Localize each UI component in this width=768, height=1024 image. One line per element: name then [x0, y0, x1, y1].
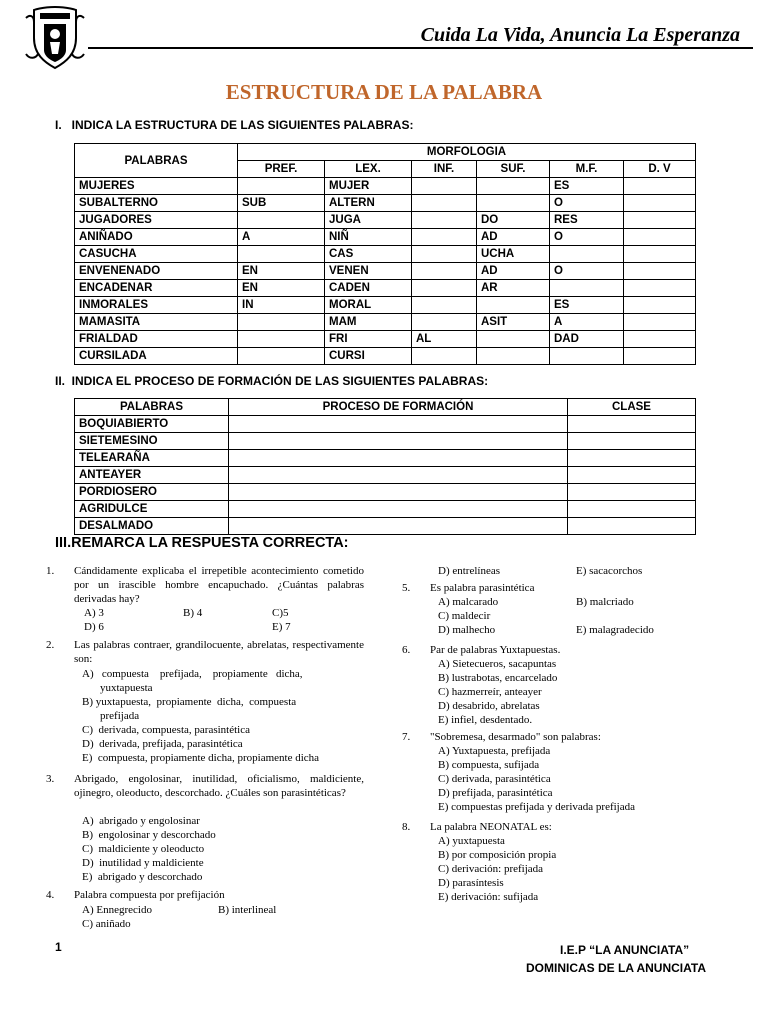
header-motto: Cuida La Vida, Anuncia La Esperanza [420, 24, 740, 46]
section3-heading: III.REMARCA LA RESPUESTA CORRECTA: [55, 535, 349, 551]
morpheme-cell[interactable]: SUB [238, 195, 325, 212]
option[interactable]: D) derivada, prefijada, parasintética [82, 738, 243, 750]
morpheme-cell[interactable] [624, 263, 696, 280]
class-cell[interactable] [568, 484, 696, 501]
process-cell[interactable] [229, 450, 568, 467]
morpheme-cell[interactable] [624, 314, 696, 331]
word-cell: INMORALES [75, 297, 238, 314]
option[interactable]: B) 4 [183, 607, 203, 619]
morpheme-cell[interactable]: DO [477, 212, 550, 229]
morpheme-cell[interactable]: CAS [325, 246, 412, 263]
morpheme-cell[interactable] [412, 297, 477, 314]
option[interactable]: E) sacacorchos [576, 565, 643, 577]
option[interactable]: E) compuesta, propiamente dicha, propiamente dicha [82, 752, 320, 764]
morpheme-cell[interactable] [412, 263, 477, 280]
section2-heading: II. INDICA EL PROCESO DE FORMACIÓN DE LAS SIGUIENTES PALABRAS: [55, 374, 489, 388]
morpheme-cell[interactable] [477, 331, 550, 348]
option[interactable]: D) desabrido, abrelatas [438, 700, 540, 712]
header-divider [88, 47, 753, 49]
option-continuation: prefijada [100, 710, 140, 722]
morpheme-cell[interactable] [624, 178, 696, 195]
col-header-0: PALABRAS [75, 399, 229, 416]
morpheme-cell[interactable]: AR [477, 280, 550, 297]
option[interactable]: B) malcriado [576, 596, 634, 608]
table-row [75, 212, 696, 229]
morpheme-cell[interactable]: EN [238, 263, 325, 280]
word-cell: BOQUIABIERTO [75, 416, 229, 433]
morpheme-cell[interactable] [412, 246, 477, 263]
table-row [75, 484, 696, 501]
morpheme-cell[interactable]: JUGA [325, 212, 412, 229]
col-header-mf: M.F. [550, 161, 624, 178]
option[interactable]: C) derivada, compuesta, parasintética [82, 724, 250, 736]
morpheme-cell[interactable] [477, 348, 550, 365]
table-row [75, 433, 696, 450]
morpheme-cell[interactable]: EN [238, 280, 325, 297]
option[interactable]: C) derivada, parasintética [438, 773, 551, 785]
morpheme-cell[interactable] [624, 229, 696, 246]
word-cell: FRIALDAD [75, 331, 238, 348]
process-cell[interactable] [229, 416, 568, 433]
morpheme-cell[interactable]: UCHA [477, 246, 550, 263]
question-stem: Cándidamente explicaba el irrepetible acontecimiento cometido por un irascible hombre encapuchado. ¿Cuántas palabras derivadas hay? [74, 565, 364, 605]
morpheme-cell[interactable] [412, 178, 477, 195]
table-row [75, 416, 696, 433]
class-cell[interactable] [568, 467, 696, 484]
morpheme-cell[interactable] [550, 348, 624, 365]
col-header-pref: PREF. [238, 161, 325, 178]
col-header-suf: SUF. [477, 161, 550, 178]
option[interactable]: E) derivación: sufijada [438, 891, 539, 903]
morpheme-cell[interactable] [624, 348, 696, 365]
col-header-1: PROCESO DE FORMACIÓN [229, 399, 568, 416]
word-cell: ENCADENAR [75, 280, 238, 297]
word-cell: SIETEMESINO [75, 433, 229, 450]
question-stem: Palabra compuesta por prefijación [74, 889, 225, 901]
morpheme-cell[interactable] [238, 178, 325, 195]
word-cell: TELEARAÑA [75, 450, 229, 467]
option[interactable]: D) parasíntesis [438, 877, 504, 889]
page-title: ESTRUCTURA DE LA PALABRA [225, 80, 543, 104]
class-cell[interactable] [568, 518, 696, 535]
word-cell: DESALMADO [75, 518, 229, 535]
morpheme-cell[interactable] [624, 246, 696, 263]
morpheme-cell[interactable] [238, 246, 325, 263]
morpheme-cell[interactable]: ES [550, 297, 624, 314]
crest-icon [20, 4, 90, 72]
morpheme-cell[interactable] [477, 297, 550, 314]
morpheme-cell[interactable] [624, 331, 696, 348]
question-number: 6. [402, 644, 411, 656]
table-row [75, 263, 696, 280]
option[interactable]: E) 7 [272, 621, 291, 633]
col-header-inf: INF. [412, 161, 477, 178]
morpheme-cell[interactable]: CURSI [325, 348, 412, 365]
morpheme-cell[interactable]: ALTERN [325, 195, 412, 212]
question-stem: Las palabras contraer, grandilocuente, abrelatas, respectivamente son: [74, 639, 364, 665]
morpheme-cell[interactable] [238, 314, 325, 331]
word-cell: MAMASITA [75, 314, 238, 331]
morpheme-cell[interactable]: MAM [325, 314, 412, 331]
morpheme-cell[interactable] [412, 314, 477, 331]
option[interactable]: C) hazmerreír, anteayer [438, 686, 542, 698]
morpheme-cell[interactable]: FRI [325, 331, 412, 348]
question-6 [402, 643, 722, 727]
question-stem: La palabra NEONATAL es: [430, 821, 552, 833]
process-cell[interactable] [229, 433, 568, 450]
word-cell: JUGADORES [75, 212, 238, 229]
word-cell: PORDIOSERO [75, 484, 229, 501]
question-number: 3. [46, 773, 55, 785]
morpheme-cell[interactable] [624, 297, 696, 314]
morpheme-cell[interactable]: ES [550, 178, 624, 195]
option[interactable]: E) abrigado y descorchado [82, 871, 203, 883]
option[interactable]: B) interlineal [218, 904, 277, 916]
table-row [75, 331, 696, 348]
question-2 [46, 638, 366, 768]
table-row [75, 518, 696, 535]
option[interactable]: C) aniñado [82, 918, 131, 930]
option[interactable]: D) entrelíneas [438, 565, 500, 577]
word-cell: MUJERES [75, 178, 238, 195]
morpheme-cell[interactable]: A [550, 314, 624, 331]
morpheme-cell[interactable] [550, 280, 624, 297]
morpheme-cell[interactable] [412, 348, 477, 365]
section1-heading: I. INDICA LA ESTRUCTURA DE LAS SIGUIENTES PALABRAS: [55, 118, 414, 132]
option[interactable]: E) malagradecido [576, 624, 654, 636]
question-stem: Es palabra parasintética [430, 582, 535, 594]
morpheme-cell[interactable]: ASIT [477, 314, 550, 331]
morpheme-cell[interactable]: DAD [550, 331, 624, 348]
morpheme-cell[interactable]: MORAL [325, 297, 412, 314]
word-cell: SUBALTERNO [75, 195, 238, 212]
question-stem: Par de palabras Yuxtapuestas. [430, 644, 561, 656]
class-cell[interactable] [568, 450, 696, 467]
process-cell[interactable] [229, 501, 568, 518]
option-continuation: yuxtapuesta [100, 682, 153, 694]
option[interactable]: A) Ennegrecido [82, 904, 152, 916]
col-header-lex: LEX. [325, 161, 412, 178]
option[interactable]: E) infiel, desdentado. [438, 714, 533, 726]
option[interactable]: D) 6 [84, 621, 104, 633]
question-5 [402, 581, 722, 641]
option[interactable]: D) prefijada, parasintética [438, 787, 553, 799]
morpheme-cell[interactable] [550, 246, 624, 263]
morpheme-cell[interactable] [477, 178, 550, 195]
option[interactable]: B) por composición propia [438, 849, 557, 861]
option[interactable]: A) yuxtapuesta [438, 835, 505, 847]
morphology-table [74, 143, 696, 365]
question-4-continued [400, 564, 700, 580]
option[interactable]: C) maldecir [438, 610, 491, 622]
option[interactable]: A) compuesta prefijada, propiamente dicha, [82, 668, 303, 680]
word-cell: ANTEAYER [75, 467, 229, 484]
process-cell[interactable] [229, 467, 568, 484]
morpheme-cell[interactable]: RES [550, 212, 624, 229]
morpheme-cell[interactable]: O [550, 263, 624, 280]
morpheme-cell[interactable]: MUJER [325, 178, 412, 195]
option[interactable]: C) maldiciente y oleoducto [82, 843, 205, 855]
table-row [75, 297, 696, 314]
morpheme-cell[interactable]: AL [412, 331, 477, 348]
morpheme-cell[interactable] [238, 331, 325, 348]
table-row [75, 314, 696, 331]
option[interactable]: A) Sietecueros, sacapuntas [438, 658, 557, 670]
morpheme-cell[interactable]: IN [238, 297, 325, 314]
morpheme-cell[interactable]: NIÑ [325, 229, 412, 246]
table-row [75, 501, 696, 518]
option[interactable]: B) yuxtapuesta, propiamente dicha, compuesta [82, 696, 297, 708]
morpheme-cell[interactable]: CADEN [325, 280, 412, 297]
question-stem: Abrigado, engolosinar, inutilidad, oficialismo, maldiciente, ojinegro, oleoducto, descorchado. ¿Cuáles son parasintéticas? [74, 773, 364, 799]
process-cell[interactable] [229, 484, 568, 501]
option[interactable]: D) inutilidad y maldiciente [82, 857, 204, 869]
option[interactable]: A) 3 [84, 607, 104, 619]
morpheme-cell[interactable] [412, 212, 477, 229]
option[interactable]: B) lustrabotas, encarcelado [438, 672, 558, 684]
morpheme-cell[interactable] [412, 280, 477, 297]
table-row [75, 467, 696, 484]
morpheme-cell[interactable] [412, 195, 477, 212]
question-number: 1. [46, 565, 55, 577]
class-cell[interactable] [568, 433, 696, 450]
table-row [75, 195, 696, 212]
table-row [75, 280, 696, 297]
footer-school-name: I.E.P “LA ANUNCIATA” [560, 943, 690, 957]
option[interactable]: B) compuesta, sufijada [438, 759, 540, 771]
process-cell[interactable] [229, 518, 568, 535]
option[interactable]: C)5 [272, 607, 289, 619]
option[interactable]: D) malhecho [438, 624, 496, 636]
question-3 [46, 772, 366, 884]
table-row [75, 178, 696, 195]
option[interactable]: A) Yuxtapuesta, prefijada [438, 745, 551, 757]
question-number: 7. [402, 731, 411, 743]
question-1 [46, 564, 366, 634]
morpheme-cell[interactable] [477, 195, 550, 212]
morpheme-cell[interactable]: O [550, 229, 624, 246]
footer-school-subtitle: DOMINICAS DE LA ANUNCIATA [526, 961, 706, 975]
col-header-dv: D. V [624, 161, 696, 178]
option[interactable]: A) malcarado [438, 596, 499, 608]
col-header-morfologia: MORFOLOGIA [238, 144, 696, 161]
question-8 [402, 820, 722, 904]
morpheme-cell[interactable]: O [550, 195, 624, 212]
class-cell[interactable] [568, 501, 696, 518]
table-row [75, 229, 696, 246]
question-number: 4. [46, 889, 55, 901]
morpheme-cell[interactable]: AD [477, 229, 550, 246]
morpheme-cell[interactable]: A [238, 229, 325, 246]
word-cell: CURSILADA [75, 348, 238, 365]
word-cell: AGRIDULCE [75, 501, 229, 518]
morpheme-cell[interactable] [624, 195, 696, 212]
class-cell[interactable] [568, 416, 696, 433]
table-row [75, 246, 696, 263]
morpheme-cell[interactable] [412, 229, 477, 246]
morpheme-cell[interactable] [624, 212, 696, 229]
word-cell: ANIÑADO [75, 229, 238, 246]
word-cell: ENVENENADO [75, 263, 238, 280]
col-header-2: CLASE [568, 399, 696, 416]
option[interactable]: E) compuestas prefijada y derivada prefijada [438, 801, 635, 813]
morpheme-cell[interactable] [624, 280, 696, 297]
option[interactable]: A) abrigado y engolosinar [82, 815, 200, 827]
morpheme-cell[interactable]: VENEN [325, 263, 412, 280]
question-7 [402, 730, 722, 814]
word-cell: CASUCHA [75, 246, 238, 263]
question-number: 5. [402, 582, 411, 594]
morpheme-cell[interactable] [238, 212, 325, 229]
morpheme-cell[interactable] [238, 348, 325, 365]
morpheme-cell[interactable]: AD [477, 263, 550, 280]
table-row [75, 348, 696, 365]
question-stem: "Sobremesa, desarmado" son palabras: [430, 731, 601, 743]
col-header-palabras: PALABRAS [75, 144, 238, 178]
page-number: 1 [55, 940, 62, 954]
option[interactable]: B) engolosinar y descorchado [82, 829, 216, 841]
formation-table [74, 398, 696, 535]
question-number: 8. [402, 821, 411, 833]
option[interactable]: C) derivación: prefijada [438, 863, 544, 875]
question-4 [46, 888, 366, 932]
table-row [75, 450, 696, 467]
question-number: 2. [46, 639, 55, 651]
